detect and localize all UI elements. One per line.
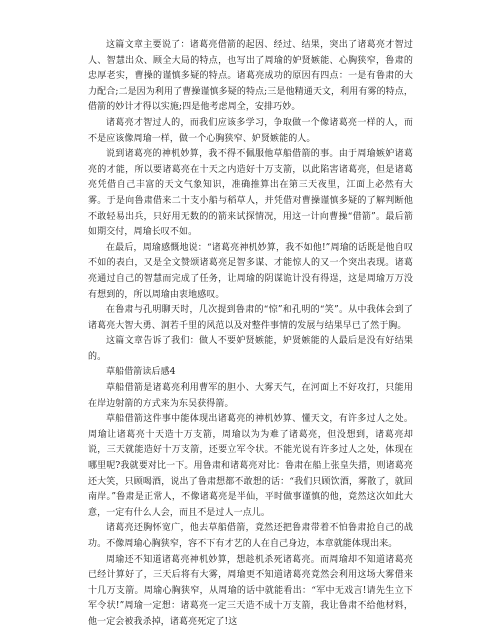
paragraph-broad-mind: 诸葛亮还胸怀宽广，他去草船借箭，竟然还把鲁肃带着不怕鲁肃抢自己的战功。不像周瑜心胸狭窄，容不下有才艺的人在自己身边，本章就能体现出来。 xyxy=(88,523,413,549)
paragraph-summary: 这篇文章主要说了：诸葛亮借箭的起因、经过、结果，突出了诸葛亮才智过人、智慧出众、顾全大局的特点，也写出了周瑜的妒贤嫉能、心胸狭窄，鲁肃的忠厚老实，曹操的谨慎多疑的特点。诸葛亮成功的原因有四点：一是有鲁肃的大力配合;二是因为利用了曹操谨慎多疑的特点;三是他精通天文，利用有雾的特点，借箭的妙计才得以实施;四是他考虑周全，安排巧妙。 xyxy=(88,40,413,113)
paragraph-lu-su-chat: 在鲁肃与孔明聊天时，几次提到鲁肃的“惊”和孔明的“笑”。从中我体会到了诸葛亮大智大勇、洞若千里的风范以及对整件事情的发展与结果早已了然于胸。 xyxy=(88,305,413,331)
paragraph-borrowing-arrows: 说到诸葛亮的神机妙算，我不得不佩服他草船借箭的事。由于周瑜嫉妒诸葛亮的才能，所以要诸葛亮在十天之内造好十万支箭，以此陷害诸葛亮，但是诸葛亮凭借自己丰富的天文气象知识，准确推算出在第三天夜里，江面上必然有大雾。于是向鲁肃借来二十支小船与稻草人，并凭借对曹操谨慎多疑的了解判断他不敢轻易出兵，只好用无数的的箭来试探情况，用这一计向曹操“借箭”。最后箭如期交付，周瑜长叹不如。 xyxy=(88,149,413,238)
paragraph-conclusion: 这篇文章告诉了我们：做人不要妒贤嫉能，妒贤嫉能的人最后是没有好结果的。 xyxy=(88,336,413,362)
paragraph-comparison: 草船借箭这件事中能体现出诸葛亮的神机妙算、懂天文，有许多过人之处。周瑜让诸葛亮十天造十万支箭，周瑜以为为难了诸葛亮，但没想到，诸葛亮却说，三天就能造好十万支箭，还要立军令状。不能光说有许多过人之处，体现在哪里呢?我就要对比一下。用鲁肃和诸葛亮对比：鲁肃在船上张皇失措，则诸葛亮还大笑，只顾喝酒，说出了鲁肃想都不敢想的话：“我们只顾饮酒，雾散了，就回南岸。”鲁肃是正常人，不像诸葛亮是半仙，平时做事谨慎的他，竟然这次如此大意，一定有什么人会，而且不是过人一点儿。 xyxy=(88,414,413,518)
paragraph-zhou-yu-sigh: 在最后，周瑜感慨地说：“诸葛亮神机妙算，我不如他!”周瑜的话既是他自叹不如的表白，又是全文赞颂诸葛亮足智多谋、才能惊人的又一个突出表现。诸葛亮通过自己的智慧而完成了任务，让周瑜的阴谋诡计没有得逞，这是周瑜万万没有想到的，所以周瑜由衷地感叹。 xyxy=(88,242,413,300)
paragraph-lesson: 诸葛亮才智过人的，而我们应该多学习，争取做一个像诸葛亮一样的人，而不是应该像周瑜一样，做一个心胸狭窄、妒贤嫉能的人。 xyxy=(88,117,413,144)
section-heading: 草船借箭读后感4 xyxy=(106,367,176,378)
paragraph-zhou-yu-plot: 周瑜还不知道诸葛亮神机妙算，想趁机杀死诸葛亮。而周瑜却不知道诸葛亮已经计算好了，三天后将有大雾，周瑜更不知道诸葛亮竟然会利用这场大雾借来十几万支箭。周瑜心胸狭窄，从周瑜的话中就能看出：“军中无戏言!请先生立下军令状!”周瑜一定想：诸葛亮一定三天造不成十万支箭，我让鲁肃不给他材料，他一定会被我杀掉，诸葛亮死定了!这 xyxy=(88,554,413,627)
document-page xyxy=(88,38,413,631)
paragraph-intro-4: 草船借箭是诸葛亮利用曹军的胆小、大雾天气，在河面上不好攻打，只能用在岸边射箭的方式来为东吴获得箭。 xyxy=(88,383,413,409)
